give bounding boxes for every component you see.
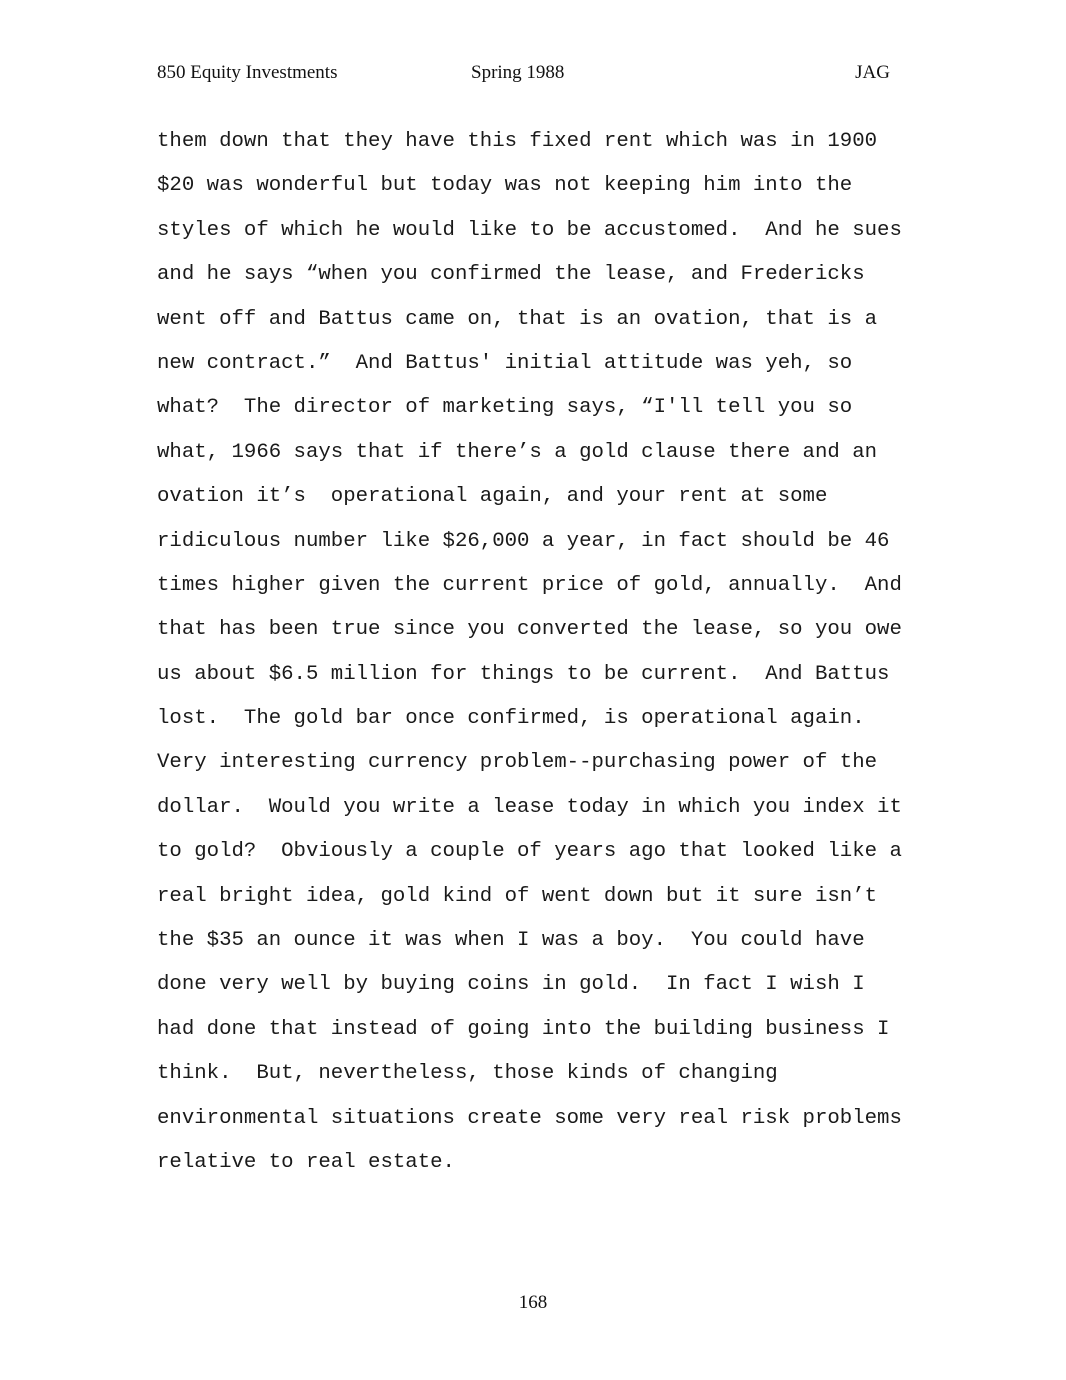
text-line: lost. The gold bar once confirmed, is operational again. [157, 707, 865, 731]
text-line: ridiculous number like $26,000 a year, in fact should be 46 [157, 529, 890, 553]
text-line: think. But, nevertheless, those kinds of changing [157, 1062, 778, 1086]
text-line: that has been true since you converted the lease, so you owe [157, 618, 902, 642]
text-line: environmental situations create some very real risk problems [157, 1106, 902, 1130]
text-line: what, 1966 says that if there’s a gold clause there and an [157, 440, 878, 464]
transcript-body [157, 120, 937, 1185]
header-course-title: 850 Equity Investments [157, 62, 338, 83]
text-line: us about $6.5 million for things to be current. And Battus [157, 662, 890, 686]
text-line: and he says “when you confirmed the lease, and Fredericks [157, 263, 865, 287]
text-line: done very well by buying coins in gold. In fact I wish I [157, 973, 865, 997]
text-line: went off and Battus came on, that is an ovation, that is a [157, 307, 878, 331]
header-initials: JAG [855, 62, 890, 83]
page-header [157, 62, 890, 90]
page-number: 168 [518, 1292, 548, 1313]
text-line: what? The director of marketing says, “I'll tell you so [157, 396, 853, 420]
text-line: times higher given the current price of gold, annually. And [157, 573, 902, 597]
text-line: new contract.” And Battus' initial attitude was yeh, so [157, 351, 853, 375]
header-term: Spring 1988 [471, 62, 565, 83]
text-line: styles of which he would like to be accustomed. And he sues [157, 218, 902, 242]
text-line: had done that instead of going into the building business I [157, 1017, 890, 1041]
text-line: $20 was wonderful but today was not keeping him into the [157, 174, 853, 198]
text-line: relative to real estate. [157, 1150, 455, 1174]
text-line: the $35 an ounce it was when I was a boy. You could have [157, 929, 865, 953]
text-line: real bright idea, gold kind of went down but it sure isn’t [157, 884, 878, 908]
text-line: dollar. Would you write a lease today in which you index it [157, 795, 902, 819]
text-line: Very interesting currency problem--purchasing power of the [157, 751, 878, 775]
text-line: ovation it’s operational again, and your rent at some [157, 485, 828, 509]
text-line: them down that they have this fixed rent which was in 1900 [157, 130, 878, 153]
text-line: to gold? Obviously a couple of years ago that looked like a [157, 840, 902, 864]
